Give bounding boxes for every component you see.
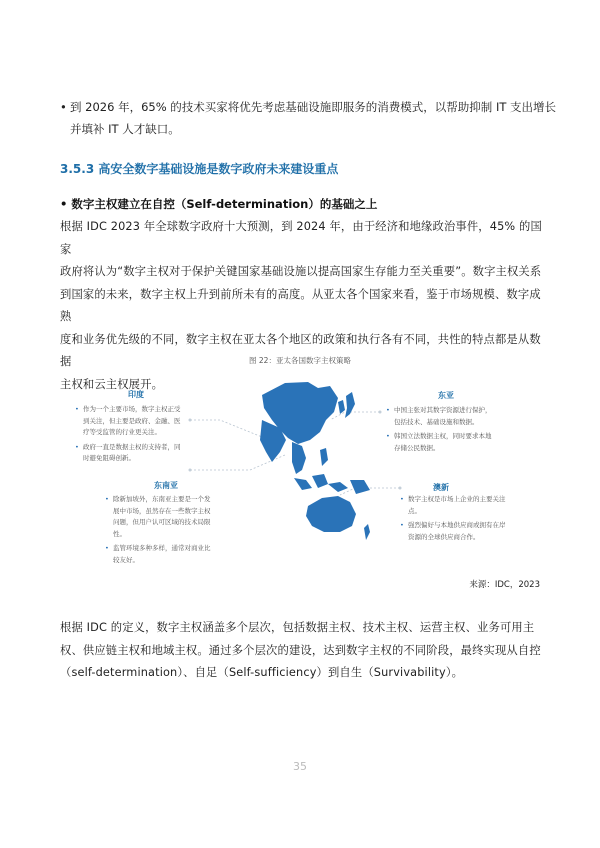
region-box-east-asia [386, 405, 496, 457]
paragraph-line: 权、供应链主权和地域主权。通过多个层次的建设，达到数字主权的不同阶段，最终实现从自控 [60, 643, 541, 657]
paragraph-line: 根据 IDC 2023 年全球数字政府十大预测，到 2024 年，由于经济和地缘政治事件，45% 的国家 [60, 220, 542, 256]
paragraph-2 [60, 617, 546, 685]
paragraph-line: 主权和云主权展开。 [60, 377, 164, 391]
page-number: 35 [293, 760, 307, 773]
region-title-east-asia: 东亚 [438, 391, 454, 400]
east-asia-item: • 中国主张对其数字资源进行保护，包括技术、基础设施和数据。 [386, 405, 496, 428]
bullet-marker: • [60, 100, 67, 114]
region-title-india: 印度 [128, 390, 144, 399]
east-asia-item: • 韩国立法数据主权，同时要求本地存储公民数据。 [386, 431, 496, 454]
region-title-anz: 澳新 [433, 483, 449, 492]
region-box-india [75, 404, 183, 468]
india-item: • 政府一直是数据主权的支持者，同时避免阻碍创新。 [75, 442, 183, 465]
section-title: 3.5.3 高安全数字基础设施是数字政府未来建设重点 [60, 162, 339, 176]
anz-item: • 数字主权是市场上企业的主要关注点。 [400, 494, 510, 517]
figure-source: 来源：IDC，2023 [469, 580, 540, 590]
southeast-asia-item: • 监管环境多种多样，通常对商业比较友好。 [105, 543, 213, 566]
paragraph-line: 政府将认为“数字主权对于保护关键国家基础设施以提高国家生存能力至关重要”。数字主权关系 [60, 265, 542, 278]
intro-bullet-line1: 到 2026 年，65% 的技术买家将优先考虑基础设施即服务的消费模式，以帮助抑制 IT 支出增长 [70, 100, 557, 114]
region-title-southeast-asia: 东南亚 [154, 481, 178, 490]
figure-caption: 图 22：亚太各国数字主权策略 [249, 356, 351, 365]
paragraph-line: 度和业务优先级的不同，数字主权在亚太各个地区的政策和执行各有不同，共性的特点都是从数据 [60, 332, 541, 368]
paragraph-line: （self-determination）、自足（Self-sufficiency）到自生（Survivability）。 [60, 666, 464, 679]
paragraph-line: 根据 IDC 的定义，数字主权涵盖多个层次，包括数据主权、技术主权、运营主权、业务可用主 [60, 621, 535, 634]
sub-title: • 数字主权建立在自控（Self-determination）的基础之上 [60, 197, 378, 211]
region-box-anz [400, 494, 510, 546]
paragraph-line: 到国家的未来，数字主权上升到前所未有的高度。从亚太各个国家来看，鉴于市场规模、数字成熟 [60, 287, 541, 323]
india-item: • 作为一个主要市场，数字主权正受到关注，但主要是政府、金融、医疗等受监管的行业更关注。 [75, 404, 183, 439]
southeast-asia-item: • 除新加坡外，东南亚主要是一个发展中市场，虽然存在一些数字主权问题，但用户认可区域的技术局限性。 [105, 494, 213, 540]
anz-item: • 强烈偏好与本地供应商或拥有在岸资源的全球供应商合作。 [400, 520, 510, 543]
region-box-southeast-asia [105, 494, 213, 569]
intro-bullet-line2: 并填补 IT 人才缺口。 [70, 122, 180, 136]
